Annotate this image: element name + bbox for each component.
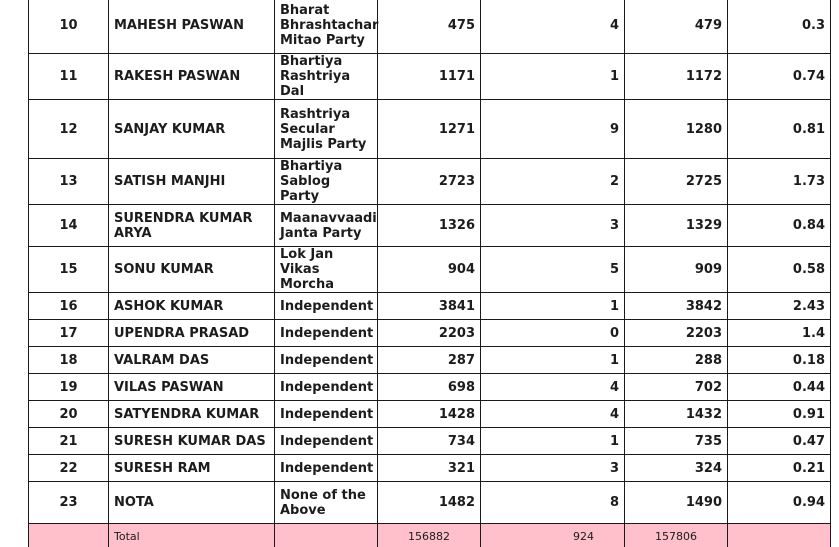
candidate-name-cell: UPENDRA PRASAD — [109, 320, 275, 347]
table-row — [29, 159, 831, 205]
postal-votes-cell: 4 — [481, 401, 625, 428]
total-votes-cell: 1432 — [625, 401, 728, 428]
total-votes-cell: 479 — [625, 0, 728, 54]
total-votes: 157806 — [625, 524, 728, 547]
postal-votes-cell: 1 — [481, 293, 625, 320]
postal-votes-cell: 0 — [481, 320, 625, 347]
evm-votes-cell: 904 — [378, 247, 481, 293]
vote-percent-cell: 0.74 — [728, 54, 831, 100]
vote-percent-cell: 0.47 — [728, 428, 831, 455]
serial-number-cell: 13 — [29, 159, 109, 205]
candidate-name-cell: NOTA — [109, 482, 275, 524]
postal-votes-cell: 8 — [481, 482, 625, 524]
party-name-cell: Independent — [275, 374, 378, 401]
serial-number-cell: 23 — [29, 482, 109, 524]
candidate-name-cell: SANJAY KUMAR — [109, 100, 275, 159]
table-row — [29, 205, 831, 247]
evm-votes-cell: 2203 — [378, 320, 481, 347]
table-row — [29, 374, 831, 401]
vote-percent-cell: 0.91 — [728, 401, 831, 428]
results-table-body — [29, 0, 831, 547]
table-row — [29, 347, 831, 374]
candidate-name-cell: SATISH MANJHI — [109, 159, 275, 205]
evm-votes-cell: 698 — [378, 374, 481, 401]
total-row-blank-cell — [29, 524, 109, 547]
candidate-name-cell: VALRAM DAS — [109, 347, 275, 374]
total-label: Total — [109, 524, 275, 547]
evm-votes-cell: 3841 — [378, 293, 481, 320]
serial-number-cell: 11 — [29, 54, 109, 100]
evm-votes-cell: 2723 — [378, 159, 481, 205]
evm-votes-cell: 734 — [378, 428, 481, 455]
total-postal-votes: 924 — [481, 524, 625, 547]
postal-votes-cell: 3 — [481, 205, 625, 247]
total-percent — [728, 524, 831, 547]
evm-votes-cell: 1428 — [378, 401, 481, 428]
evm-votes-cell: 1271 — [378, 100, 481, 159]
results-table-container — [28, 0, 830, 547]
candidate-name-cell: SATYENDRA KUMAR — [109, 401, 275, 428]
total-votes-cell: 288 — [625, 347, 728, 374]
vote-percent-cell: 0.84 — [728, 205, 831, 247]
table-row — [29, 247, 831, 293]
party-name-cell: Rashtriya Secular Majlis Party — [275, 100, 378, 159]
serial-number-cell: 14 — [29, 205, 109, 247]
table-row — [29, 428, 831, 455]
table-row — [29, 293, 831, 320]
postal-votes-cell: 1 — [481, 347, 625, 374]
party-name-cell: Independent — [275, 428, 378, 455]
serial-number-cell: 12 — [29, 100, 109, 159]
total-votes-cell: 2203 — [625, 320, 728, 347]
serial-number-cell: 17 — [29, 320, 109, 347]
total-votes-cell: 1329 — [625, 205, 728, 247]
candidate-name-cell: SURENDRA KUMAR ARYA — [109, 205, 275, 247]
postal-votes-cell: 1 — [481, 428, 625, 455]
party-name-cell: Independent — [275, 401, 378, 428]
serial-number-cell: 18 — [29, 347, 109, 374]
vote-percent-cell: 1.4 — [728, 320, 831, 347]
table-row — [29, 100, 831, 159]
serial-number-cell: 16 — [29, 293, 109, 320]
table-row — [29, 401, 831, 428]
total-votes-cell: 1280 — [625, 100, 728, 159]
serial-number-cell: 10 — [29, 0, 109, 54]
serial-number-cell: 15 — [29, 247, 109, 293]
party-name-cell: Independent — [275, 320, 378, 347]
postal-votes-cell: 2 — [481, 159, 625, 205]
total-votes-cell: 3842 — [625, 293, 728, 320]
party-name-cell: Independent — [275, 455, 378, 482]
table-row — [29, 320, 831, 347]
total-votes-cell: 1172 — [625, 54, 728, 100]
serial-number-cell: 19 — [29, 374, 109, 401]
total-evm-votes: 156882 — [378, 524, 481, 547]
table-row — [29, 54, 831, 100]
total-votes-cell: 909 — [625, 247, 728, 293]
table-row — [29, 0, 831, 54]
table-row — [29, 482, 831, 524]
serial-number-cell: 20 — [29, 401, 109, 428]
evm-votes-cell: 1171 — [378, 54, 481, 100]
evm-votes-cell: 475 — [378, 0, 481, 54]
vote-percent-cell: 0.21 — [728, 455, 831, 482]
candidate-name-cell: MAHESH PASWAN — [109, 0, 275, 54]
vote-percent-cell: 0.94 — [728, 482, 831, 524]
party-name-cell: Bhartiya Rashtriya Dal — [275, 54, 378, 100]
vote-percent-cell: 0.18 — [728, 347, 831, 374]
vote-percent-cell: 1.73 — [728, 159, 831, 205]
evm-votes-cell: 321 — [378, 455, 481, 482]
vote-percent-cell: 0.44 — [728, 374, 831, 401]
party-name-cell: Bhartiya Sablog Party — [275, 159, 378, 205]
candidate-name-cell: ASHOK KUMAR — [109, 293, 275, 320]
results-table — [28, 0, 831, 547]
postal-votes-cell: 9 — [481, 100, 625, 159]
total-votes-cell: 324 — [625, 455, 728, 482]
serial-number-cell: 21 — [29, 428, 109, 455]
total-votes-cell: 735 — [625, 428, 728, 455]
vote-percent-cell: 2.43 — [728, 293, 831, 320]
total-votes-cell: 1490 — [625, 482, 728, 524]
table-row — [29, 455, 831, 482]
candidate-name-cell: SURESH KUMAR DAS — [109, 428, 275, 455]
total-votes-cell: 702 — [625, 374, 728, 401]
serial-number-cell: 22 — [29, 455, 109, 482]
evm-votes-cell: 287 — [378, 347, 481, 374]
postal-votes-cell: 1 — [481, 54, 625, 100]
evm-votes-cell: 1482 — [378, 482, 481, 524]
total-votes-cell: 2725 — [625, 159, 728, 205]
evm-votes-cell: 1326 — [378, 205, 481, 247]
postal-votes-cell: 4 — [481, 0, 625, 54]
party-name-cell: Independent — [275, 293, 378, 320]
party-name-cell: Maanavvaadi Janta Party — [275, 205, 378, 247]
postal-votes-cell: 3 — [481, 455, 625, 482]
candidate-name-cell: RAKESH PASWAN — [109, 54, 275, 100]
party-name-cell: Bharat Bhrashtachar Mitao Party — [275, 0, 378, 54]
postal-votes-cell: 5 — [481, 247, 625, 293]
vote-percent-cell: 0.58 — [728, 247, 831, 293]
postal-votes-cell: 4 — [481, 374, 625, 401]
total-party-blank-cell — [275, 524, 378, 547]
candidate-name-cell: SURESH RAM — [109, 455, 275, 482]
candidate-name-cell: SONU KUMAR — [109, 247, 275, 293]
total-row — [29, 524, 831, 547]
party-name-cell: Independent — [275, 347, 378, 374]
vote-percent-cell: 0.81 — [728, 100, 831, 159]
candidate-name-cell: VILAS PASWAN — [109, 374, 275, 401]
party-name-cell: Lok Jan Vikas Morcha — [275, 247, 378, 293]
party-name-cell: None of the Above — [275, 482, 378, 524]
vote-percent-cell: 0.3 — [728, 0, 831, 54]
